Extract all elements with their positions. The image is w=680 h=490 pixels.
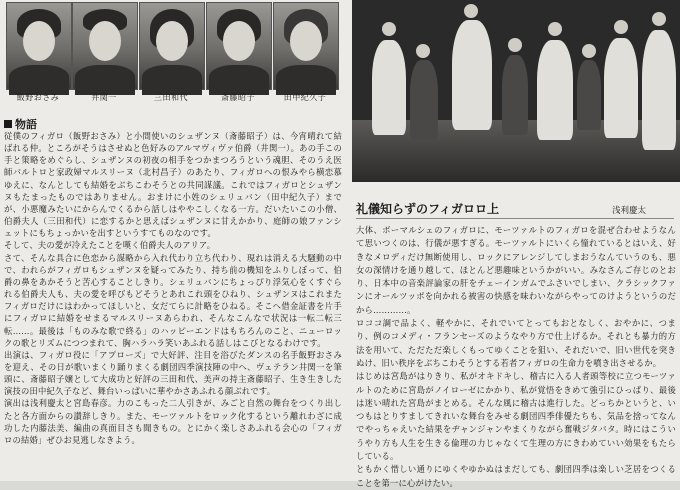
article-paragraph: 大体、ボーマルシェのフィガロに、モーツァルトのフィガロを混ぜ合わせようなんて思いつくのは、行儀が悪すぎる。モーツァルトにいくら憧れているとはいえ、好きなメロディだけ無断使用し、ロックにアレンジしてしまおうなんていうのも、悪女の深情けを通り越して、ほとんど悪趣味というかがいい。みなさんご存じのとおり、日本中の音楽評論家の肝をチェーインガムでふさいでしまい、クラシックファンにオールツッポを向かれる被害の快感を味わいながらやってのけようというのだから…………。 (356, 225, 676, 315)
story-paragraph: さて、そんな具合に色恋から謀略から入れ代わり立ち代わり、現れは消える大騒動の中で、われらがフィガロもシュザンヌを疑ってみたり、持ち前の機知をふりしぼって、伯爵の鼻をあかそうと苦心することしきり。シェリュバンにちょっぴり浮気心をくすぐられる伯爵夫人も、夫の愛を呼びもどそうとあれこれ頭をひねり、シュザンヌはこれまたフィガロだけにはわかってほしいと、女だてらに計略をひねる。そこへ借金証書を片手にフィガロに結婚をせまるマルスリーヌあらわれ、そんなこんなで状況は一転二転三転……。最後は「ものみな歌で終る」のハッピーエンドはもちろんのこと、ニューロックの歌とリズムにつつまれて、胸ハラハラ笑いあふれる話しはこびとなるわけです。 (4, 252, 342, 348)
article-paragraph: はじめは宮島がはりきり、私がオキドキし、稽古に入る人者頭等校に立つモーツァルトのために宮島がノイローゼにかかり、私が覚悟をきめて強引にひっぱり、最後は迷い晴れた宮島がまとめる。そんな風に稽古は進行した。どっちかというと、いつもはとりすましてきれいな舞台をみせる劇団四季俳優たちも、気品を捨ってなんでやっちゃえいた結果をヂャンジャンやまくりながら奮戦ジタバタ。時にはこういうやり方も人生を生きる倫理の力じゃなくて生理の方にきわめていい効果をもたらしている。 (356, 371, 676, 462)
article-author: 浅利慶太 (612, 206, 647, 216)
cast-portrait (72, 2, 138, 90)
cast-name: 斎藤昭子 (221, 93, 255, 102)
cast-portrait (206, 2, 272, 90)
story-body (4, 130, 342, 478)
divider (356, 218, 674, 219)
cast-member (206, 2, 270, 112)
article-paragraph: ロココ調で品よく、軽やかに、それでいてとってもおとなしく、おやかに、つまり、例のコメディ・フランセーズのようなやり方で仕上げるか。それとも暴力的方法を用いて、ただただ楽しくもってゆくことを狙い、それだいで、旧い世代を突きぬけ、旧い秩序をぶちこわそうとする若者フィガロの生命力を噴き出させるか。 (356, 318, 676, 368)
story-paragraph: 出演は、フィガロ役に「アプローズ」で大好評、注目を浴びたダンスの名手飯野おさみを迎え、その日が歌いまくり踊りまくる劇団四季演技陣の中へ、ヴェテラン井関一を筆頭に、斎藤昭子嬢として大成功と好評の三田和代、美声の持主斎藤昭子、生き生きした演技の田中紀久子など、舞台いっぱいに華やかさあふれる顔ぶれです。 (4, 349, 342, 397)
story-paragraph: 従僕のフィガロ（飯野おさみ）と小間使いのシュザンヌ（斎藤昭子）は、今宵晴れて結ばれる仲。ところがそうはさせぬと色好みのアルマヴィヴァ伯爵（井関一）。あの手この手と策略をめぐらし、シュザンヌの初夜の相手をつかまつろうという魂胆、そのうえ医師バルトロと家政婦マルスリーヌ（北村昌子）のあたり、フィガロへの恨みやら横恋慕ゆえに、なんとしても結婚をぶちこわそうとの共同謀議。これではフィガロとシュザンヌもたまったものではありません。おまけに小姓のシェリュバン（田中紀久子）までが、小悪魔みたいにからんでくるから話しはややこしくなる一方。だいたいこの小僧、伯爵夫人（三田和代）に恋するかと思えばシュザンヌに甘えかかり、庭師の娘ファンシェットにもちょっかいを出すというすてものなのです。 (4, 131, 342, 239)
cast-member (6, 2, 70, 112)
article-paragraph: ともかく惜しい通りにゆくやゆかぬはまだしても、劇団四季は楽しい芝居をつくることを第一に心がけたい。 (356, 464, 676, 488)
story-paragraph: そして、夫の愛が冷えたことを嘆く伯爵夫人のアリア。 (4, 240, 216, 251)
cast-row (6, 2, 342, 112)
cast-name: 三田和代 (154, 93, 188, 102)
story-paragraph: 演出は浅利慶太と宮島春彦。力のこもった二人引きが、みごと自然の舞台をつくり出したと各方面からの讃辞しきり。また、モーツァルトをロック化するという離れわざに成功した内藤法美、編曲の真面目さも聞きもの。とにかく楽しさあふれる会心の「フィガロの結婚」ぜひお見逃しなきよう。 (4, 398, 342, 445)
cast-member (273, 2, 337, 112)
cast-portrait (6, 2, 72, 90)
cast-member (139, 2, 203, 112)
cast-name: 田中紀久子 (283, 93, 327, 102)
article-title: 礼儀知らずのフィガロロ上 (356, 202, 500, 216)
square-bullet-icon (4, 120, 12, 128)
cast-name: 井関一 (91, 93, 117, 102)
stage-photo (352, 0, 680, 182)
cast-member (72, 2, 136, 112)
story-heading-text: 物語 (15, 118, 37, 131)
cast-name: 飯野おさみ (16, 93, 60, 102)
cast-portrait (273, 2, 339, 90)
article-body (356, 224, 676, 488)
cast-portrait (139, 2, 205, 90)
